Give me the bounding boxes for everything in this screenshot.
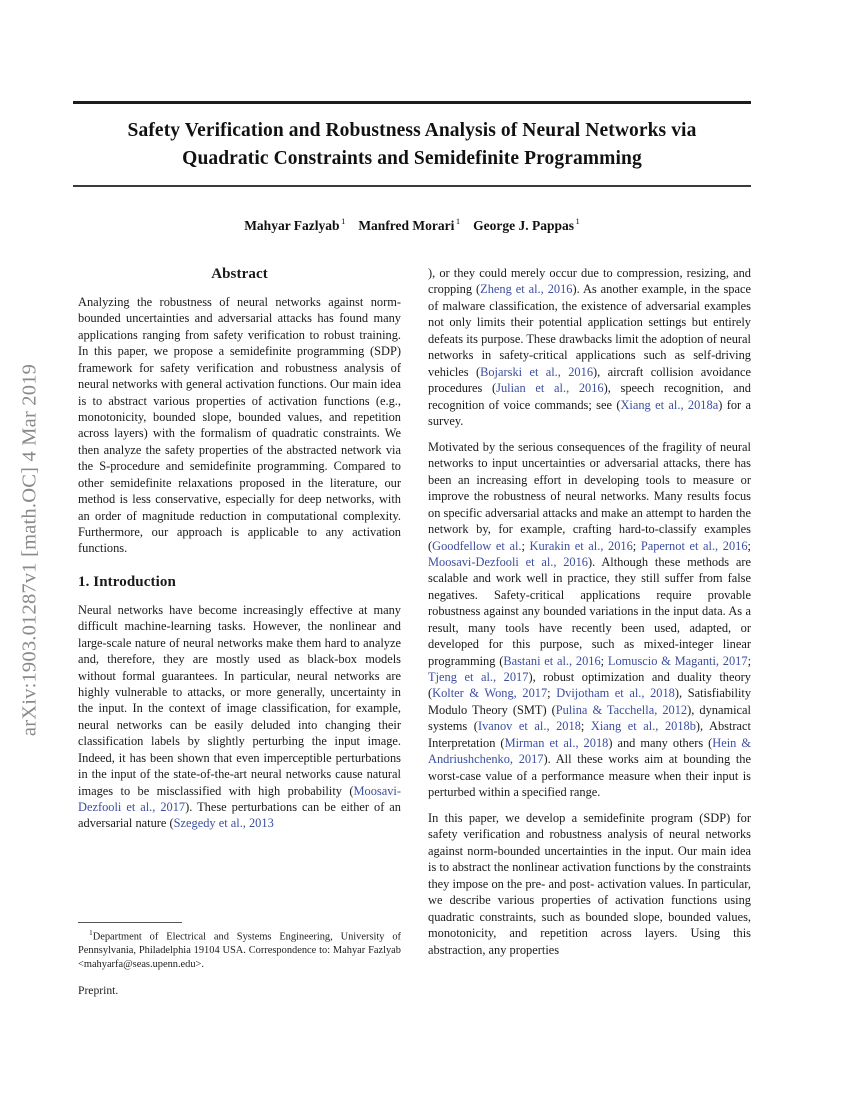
author-3-affiliation-mark: 1 <box>575 216 580 226</box>
author-2-name: Manfred Morari <box>358 217 455 233</box>
citation-zheng-2016[interactable]: Zheng et al., 2016 <box>480 282 573 297</box>
intro-paragraph-2: Motivated by the serious consequences of the fragility of neural networks to input uncertainties or adversarial attacks, there has been an increasing effort in developing tools to measure or improve the robustness of neural networks. Many results focus on specific adversarial attacks and make an attempt to harden the network by, for example, crafting hard-to-classify examples (Goodfellow et al.; Kurakin et al., 2016; Papernot et al., 2016; Moosavi-Dezfooli et al., 2016). Although these methods are scalable and work well in practice, they still suffer from false negatives. Safety-critical applications require provable robustness against any bounded variations in the input data. As a result, many tools have recently been used, adapted, or developed for this purpose, such as mixed-integer linear programming (Bastani et al., 2016; Lomuscio & Maganti, 2017; Tjeng et al., 2017), robust optimization and duality theory (Kolter & Wong, 2017; Dvijotham et al., 2018), Satisfiability Modulo Theory (SMT) (Pulina & Tacchella, 2012), dynamical systems (Ivanov et al., 2018; Xiang et al., 2018b), Abstract Interpretation (Mirman et al., 2018) and many others (Hein & Andriushchenko, 2017). All these works aim at bounding the worst-case value of a performance measure when their input is perturbed within a specified range. <box>428 439 752 800</box>
citation-moosavi-2016[interactable]: Moosavi-Dezfooli et al., 2016 <box>428 554 589 569</box>
intro-paragraph-3: In this paper, we develop a semidefinite program (SDP) for safety verification and robustness analysis of neural networks against norm-bounded uncertainties in the input. Our main idea is to abstract the nonlinear activation functions by the constraints they impose on the pre- and post- activation values. In particular, we describe various properties of activation functions using quadratic constraints, such as bounded slope, bounded values, monotonicity, and repetition across layers. Using this abstraction, any properties <box>428 811 751 957</box>
citation-moosavi-2017[interactable]: Moosavi-Dezfooli et al., 2017 <box>78 783 401 814</box>
citation-tjeng-2017[interactable]: Tjeng et al., 2017 <box>428 670 529 684</box>
footnote-indent-spacer <box>78 931 89 942</box>
intro-paragraph-1 <box>78 602 401 832</box>
intro-p2-text-b: ). Although these methods are scalable and work well in practice, they still suffer from false negatives. Safety-critical applications require provable robustness against any bounded variations in the input data. As a result, many tools have recently been used, adapted, or developed for this purpose, such as mixed-integer linear programming ( <box>428 554 752 668</box>
citation-dvijotham-2018[interactable]: Dvijotham et al., 2018 <box>556 686 675 701</box>
abstract-body: Analyzing the robustness of neural networks against norm-bounded uncertainties and adversarial attacks has found many applications ranging from safety verification to robust training. In this paper, we propose a semidefinite programming (SDP) framework for safety verification and robustness analysis of neural networks with general activation functions. Our main idea is to abstract various properties of activation functions (e.g., monotonicity, bounded slope, bounded values, and repetition across layers) with the formalism of quadratic constraints. We then analyze the safety properties of the abstracted network via the S-procedure and semidefinite programming. Compared to other semidefinite relaxations proposed in the literature, our method is less conservative, especially for deep networks, with an order of magnitude reduction in computational complexity. Furthermore, our approach is applicable to any activation functions. <box>78 294 401 556</box>
author-list <box>73 216 751 234</box>
header-rule-bottom <box>73 185 751 187</box>
citation-papernot-2016[interactable]: Papernot et al., 2016 <box>640 538 748 553</box>
citation-kurakin-2016[interactable]: Kurakin et al., 2016 <box>529 538 633 553</box>
intro-p2-text-e: ), dynamical systems ( <box>428 702 751 734</box>
citation-xiang-2018a[interactable]: Xiang et al., 2018a <box>620 397 719 412</box>
intro-p1-text-f: ), speech recognition, and recognition of voice commands; see ( <box>428 381 751 412</box>
citation-lomuscio-2017[interactable]: Lomuscio & Maganti, 2017 <box>607 653 748 668</box>
intro-p1-text-g: ) for a survey. <box>428 397 751 428</box>
author-3 <box>473 218 580 233</box>
intro-p2-text-f: ), Abstract Interpretation ( <box>428 719 751 750</box>
arxiv-stamp-text: arXiv:1903.01287v1 [math.OC] 4 Mar 2019 <box>18 363 41 737</box>
intro-p2-text-a: Motivated by the serious consequences of the fragility of neural networks to input uncertainties or adversarial attacks, there has been an increasing effort in developing tools to measure or improve the robustness of neural networks. Many results focus on specific adversarial attacks and make an attempt to harden the network by, for example, crafting hard-to-classify examples ( <box>428 439 751 553</box>
citation-szegedy-2013[interactable]: Szegedy et al., 2013 <box>173 816 274 831</box>
citation-bojarski-2016[interactable]: Bojarski et al., 2016 <box>480 364 594 379</box>
author-2 <box>358 218 460 233</box>
footnote-text <box>78 928 401 971</box>
author-2-affiliation-mark: 1 <box>455 216 461 226</box>
citation-julian-2016[interactable]: Julian et al., 2016 <box>496 381 604 396</box>
citation-xiang-2018b[interactable]: Xiang et al., 2018b <box>590 719 696 734</box>
citation-goodfellow[interactable]: Goodfellow et al. <box>432 538 522 553</box>
intro-p2-text-d: ), Satisfiability Modulo Theory (SMT) ( <box>428 686 752 717</box>
intro-p2-text-c: ), robust optimization and duality theory ( <box>428 670 751 701</box>
author-3-name: George J. Pappas <box>473 217 575 233</box>
left-column <box>78 265 401 832</box>
intro-p1-text-a: Neural networks have become increasingly effective at many difficult machine-learning tasks. However, the nonlinear and large-scale nature of neural networks make them hard to analyze and, therefore, they are mostly used as black-box models without formal guarantees. In particular, neural networks are highly vulnerable to attacks, or more generally, uncertainty in the input. In the context of image classification, for example, neural networks can be easily deluded into changing their classification labels by slightly perturbing the input image. Indeed, it has been shown that even imperceptible perturbations in the input of the state-of-the-art neural networks cause natural images to be misclassified with high probability ( <box>78 602 401 798</box>
intro-p1-text-c: ), or they could merely occur due to compression, resizing, and cropping ( <box>428 266 751 297</box>
author-1-affiliation-mark: 1 <box>341 216 346 226</box>
footnote-rule <box>78 922 182 923</box>
page-title-line-1: Safety Verification and Robustness Analysis of Neural Networks via <box>127 120 697 141</box>
page-title-line-2: Quadratic Constraints and Semidefinite Programming <box>182 147 642 169</box>
intro-p2-text-h: ). All these works aim at bounding the worst-case value of a performance measure when their input is perturbed within a specified range. <box>428 752 751 800</box>
abstract-heading: Abstract <box>211 266 268 282</box>
page-title <box>73 117 751 172</box>
arxiv-stamp <box>0 0 60 1100</box>
footnote-body: Department of Electrical and Systems Engineering, University of Pennsylvania, Philadelphia 19104 USA. Correspondence to: Mahyar Fazlyab <mahyarfa@seas.upenn.edu>. <box>78 931 401 970</box>
citation-mirman-2018[interactable]: Mirman et al., 2018 <box>504 735 609 750</box>
intro-p1-text-e: ), aircraft collision avoidance procedures ( <box>428 364 751 396</box>
right-column <box>428 265 751 958</box>
footnote-block <box>78 922 401 971</box>
citation-bastani-2016[interactable]: Bastani et al., 2016 <box>503 653 601 668</box>
intro-paragraph-1-continued <box>428 265 751 429</box>
citation-kolter-wong-2017[interactable]: Kolter & Wong, 2017 <box>432 686 548 701</box>
author-1-name: Mahyar Fazlyab <box>244 217 340 233</box>
section-heading-introduction: 1. Introduction <box>78 573 176 590</box>
footnote-mark: 1 <box>89 928 93 937</box>
author-1 <box>244 218 345 233</box>
header-rule-top <box>73 101 751 104</box>
intro-p1-text-b: ). These perturbations can be either of an adversarial nature ( <box>78 800 401 831</box>
intro-p2-text-g: ) and many others ( <box>608 735 713 750</box>
citation-hein-2017[interactable]: Hein & Andriushchenko, 2017 <box>428 735 752 767</box>
intro-p1-text-d: ). As another example, in the space of malware classification, the existence of adversarial examples not only limits their potential application settings but entirely defeats its purpose. These drawbacks limit the adoption of neural networks in safety-critical applications such as self-driving vehicles ( <box>428 282 751 379</box>
citation-pulina-tacchella-2012[interactable]: Pulina & Tacchella, 2012 <box>555 702 688 717</box>
citation-ivanov-2018[interactable]: Ivanov et al., 2018 <box>477 719 581 734</box>
preprint-note: Preprint. <box>78 984 119 997</box>
